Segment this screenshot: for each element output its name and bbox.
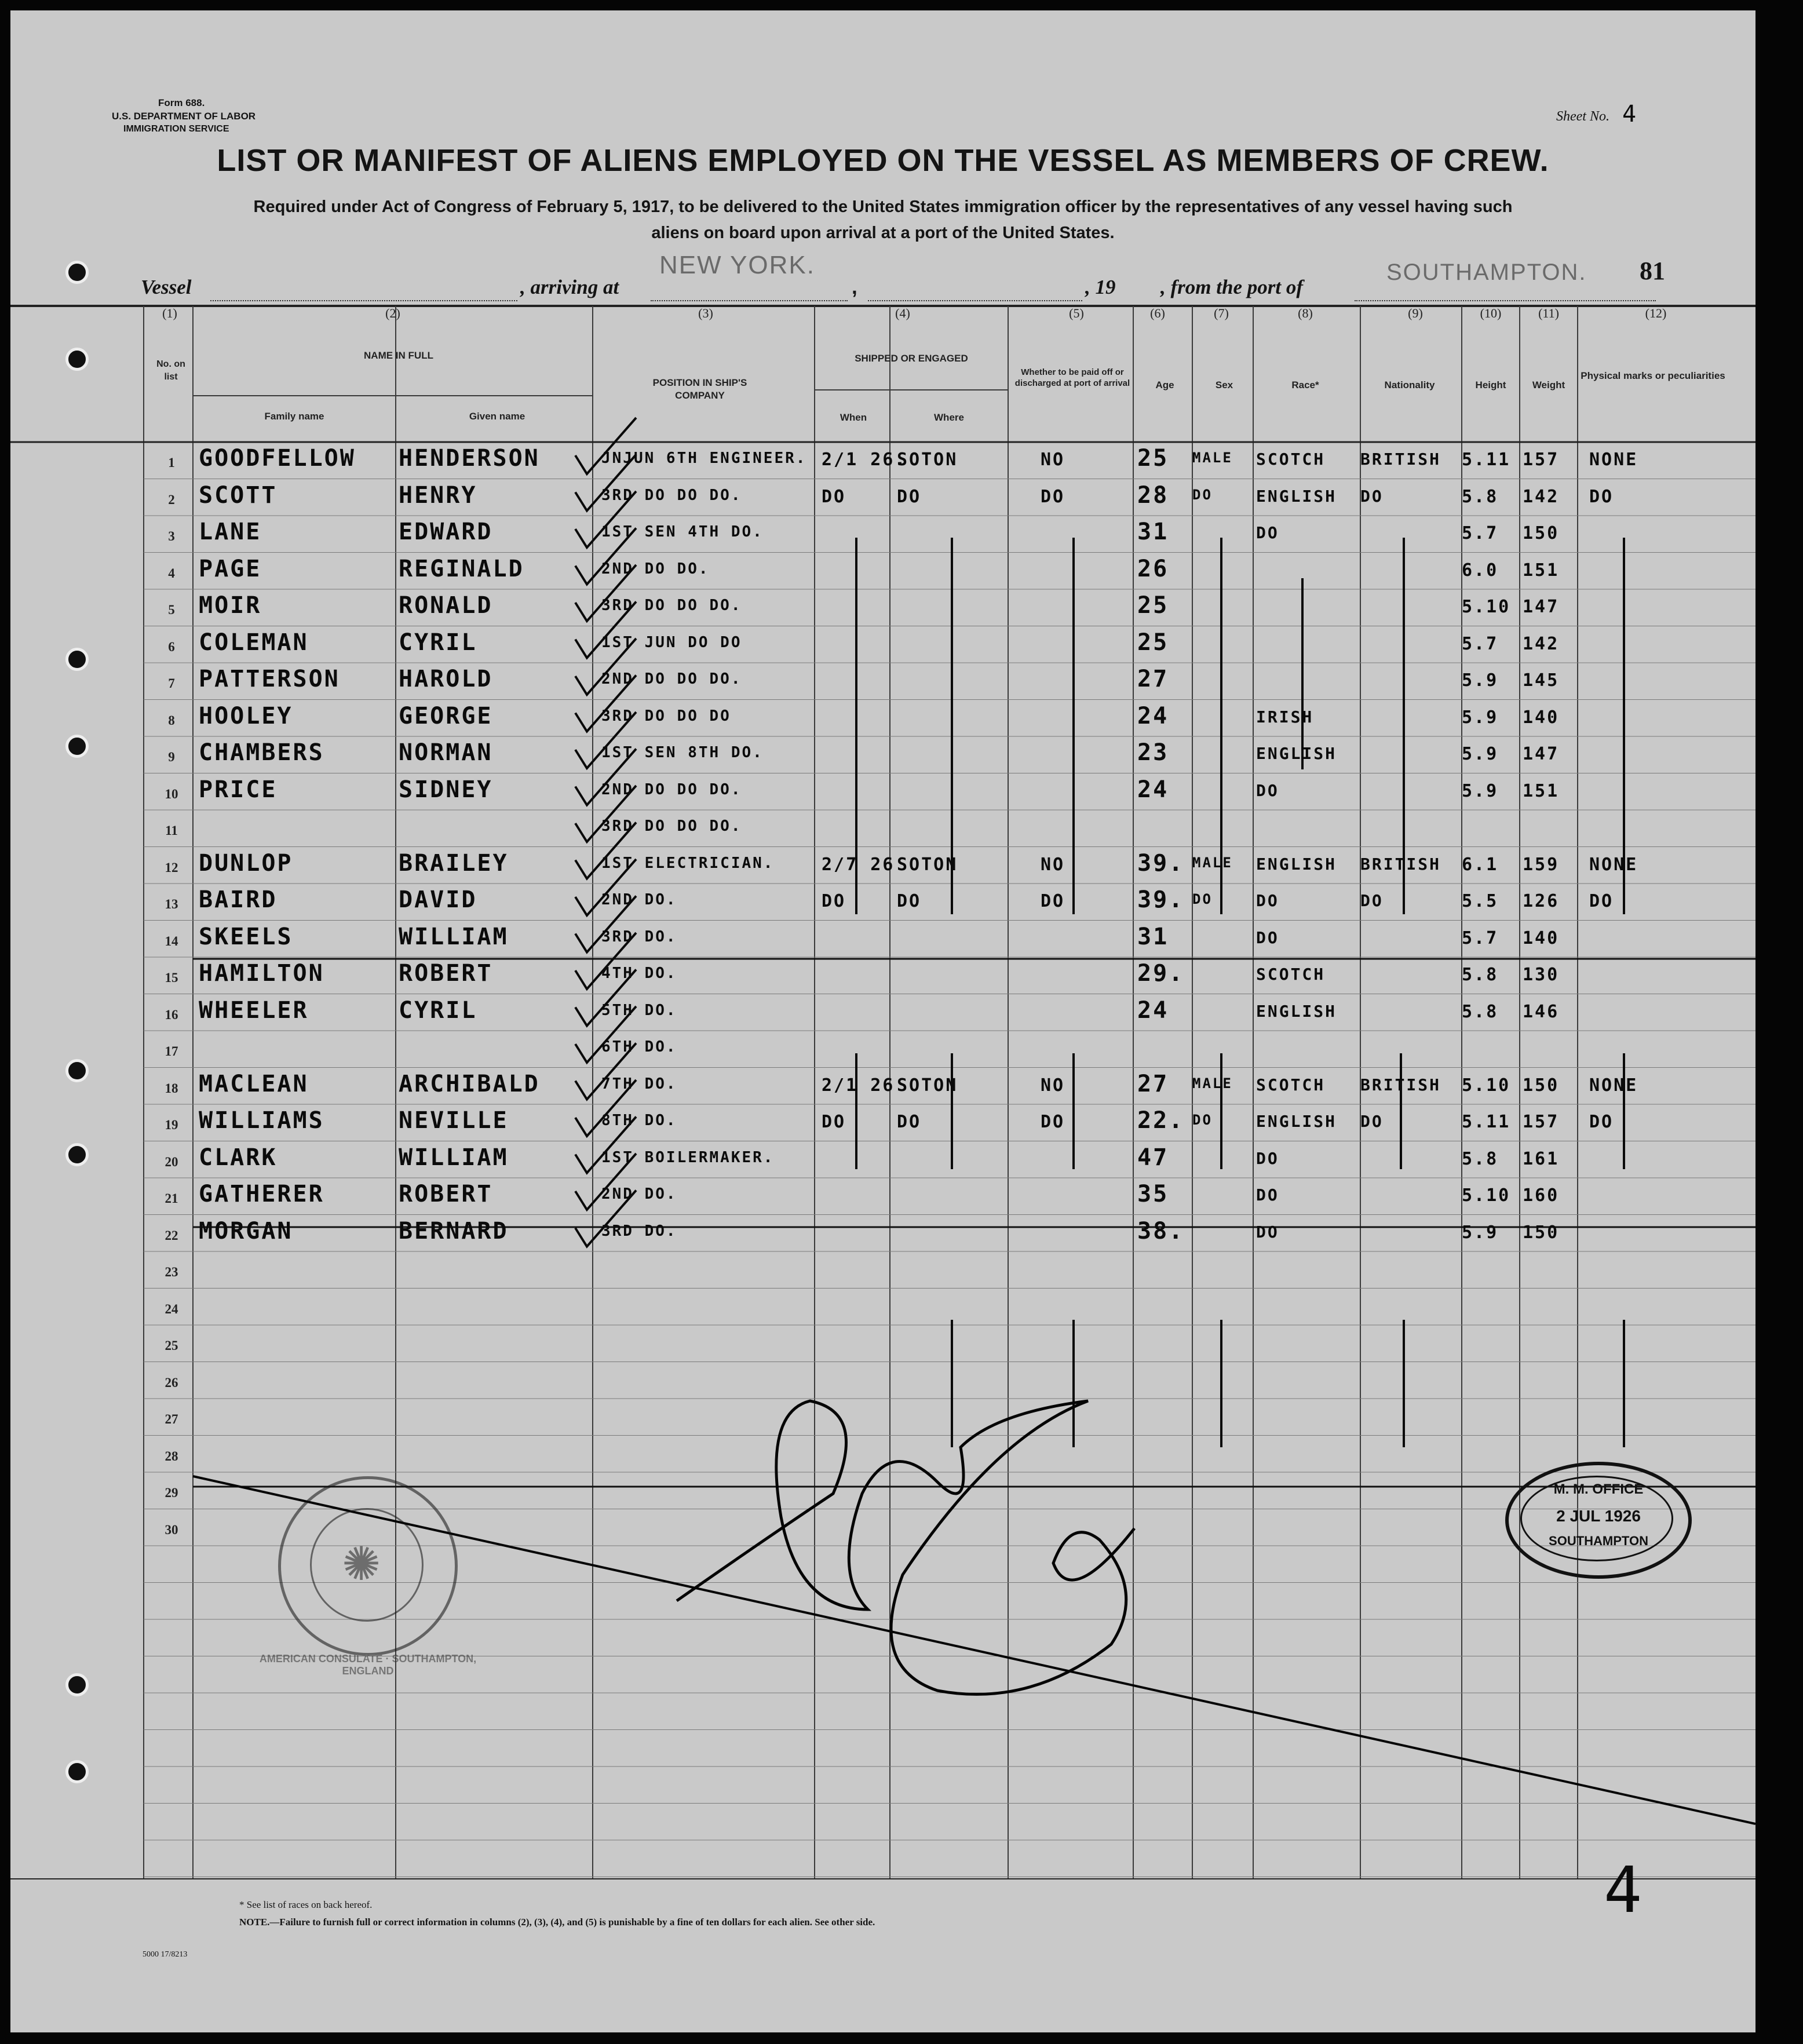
cell-n: 12	[165, 860, 178, 875]
cell-family: PRICE	[199, 776, 278, 803]
cell-given: BRAILEY	[399, 849, 509, 877]
officer-signature	[677, 1401, 1134, 1694]
page-title: LIST OR MANIFEST OF ALIENS EMPLOYED ON THE VESSEL AS MEMBERS OF CREW.	[217, 143, 1549, 178]
cell-given: CYRIL	[399, 997, 477, 1024]
cell-age: 25	[1137, 592, 1169, 619]
cell-weight: 160	[1523, 1185, 1560, 1206]
cell-position: JNJUN 6TH ENGINEER.	[601, 450, 807, 467]
colnum-1: (1)	[162, 306, 177, 320]
cell-weight: 150	[1523, 1222, 1560, 1243]
colnum-8: (8)	[1298, 306, 1313, 320]
cell-n: 2	[168, 492, 175, 507]
year-label: , 19	[1085, 276, 1116, 298]
cell-height: 5.9	[1462, 780, 1499, 801]
page-mark-handwritten: 4	[1604, 1853, 1644, 1927]
cell-weight: 147	[1523, 597, 1560, 617]
cell-height: 5.10	[1462, 597, 1511, 617]
cell-family: CLARK	[199, 1144, 278, 1171]
cell-given: WILLIAM	[399, 923, 509, 950]
colnum-2: (2)	[385, 306, 400, 320]
cell-position: 7TH DO.	[601, 1075, 677, 1093]
cell-family: PATTERSON	[199, 666, 340, 692]
cell-n: 17	[165, 1044, 178, 1058]
cell-marks: DO	[1589, 891, 1614, 911]
subtitle-line-1: Required under Act of Congress of February 5, 1917, to be delivered to the United States immigration officer by the representatives of any vessel having such	[253, 198, 1513, 216]
cell-family: HAMILTON	[199, 960, 324, 987]
cell-family: SKEELS	[199, 923, 293, 950]
col-name-in-full: NAME IN FULL	[364, 350, 433, 361]
cell-sex: DO	[1192, 891, 1213, 907]
colnum-10: (10)	[1480, 306, 1502, 320]
cell-weight: 130	[1523, 965, 1560, 985]
col-weight: Weight	[1532, 379, 1565, 390]
cell-family: PAGE	[199, 555, 262, 582]
cell-sex: DO	[1192, 486, 1213, 503]
print-code: 5000 17/8213	[143, 1950, 188, 1959]
cell-n: 18	[165, 1081, 178, 1096]
cell-weight: 140	[1523, 707, 1560, 728]
cell-position: 4TH DO.	[601, 965, 677, 982]
cell-age: 39.	[1137, 849, 1185, 877]
cell-age: 29.	[1137, 960, 1185, 987]
cell-weight: 150	[1523, 1075, 1560, 1096]
cell-weight: 126	[1523, 891, 1560, 911]
col-age: Age	[1155, 379, 1174, 390]
cell-family: HOOLEY	[199, 702, 293, 729]
col-sex: Sex	[1215, 379, 1233, 390]
cell-when: 2/7 26	[822, 854, 895, 875]
cell-height: 5.7	[1462, 928, 1499, 948]
cell-n: 13	[165, 897, 178, 911]
empty-row-number: 23	[165, 1265, 178, 1279]
department-name: U.S. DEPARTMENT OF LABOR	[112, 111, 256, 122]
col-race: Race*	[1291, 379, 1319, 390]
cell-paid: DO	[1041, 1112, 1065, 1132]
cell-weight: 142	[1523, 633, 1560, 654]
cell-race: DO	[1256, 780, 1279, 800]
cell-paid: DO	[1041, 891, 1065, 911]
cell-position: 2ND DO DO.	[601, 560, 710, 578]
cell-height: 5.8	[1462, 1148, 1499, 1169]
colnum-12: (12)	[1645, 306, 1667, 320]
cell-age: 27	[1137, 666, 1169, 692]
colnum-9: (9)	[1408, 306, 1423, 320]
cell-marks: DO	[1589, 486, 1614, 507]
cell-age: 24	[1137, 702, 1169, 729]
col-nationality: Nationality	[1384, 379, 1435, 390]
cell-family: MOIR	[199, 592, 262, 619]
cell-weight: 140	[1523, 928, 1560, 948]
col-no-on-list: No. on list	[156, 359, 185, 382]
cell-age: 27	[1137, 1070, 1169, 1097]
cell-given: BERNARD	[399, 1217, 509, 1244]
cell-race: DO	[1256, 1148, 1279, 1168]
cell-n: 11	[165, 823, 178, 838]
cell-race: SCOTCH	[1256, 450, 1326, 469]
stamp-port-name: SOUTHAMPTON	[1549, 1534, 1648, 1548]
stamp-date: 2 JUL 1926	[1556, 1507, 1641, 1525]
cell-age: 23	[1137, 739, 1169, 766]
cell-given: HAROLD	[399, 666, 493, 692]
cell-nat: BRITISH	[1360, 1075, 1441, 1094]
cell-where: DO	[897, 891, 922, 911]
cell-race: ENGLISH	[1256, 1112, 1337, 1131]
cell-position: 2ND DO.	[601, 1185, 677, 1203]
cell-when: DO	[822, 1112, 846, 1132]
cell-age: 22.	[1137, 1107, 1185, 1134]
cell-given: CYRIL	[399, 629, 477, 656]
consulate-seal	[259, 1476, 477, 1677]
col-family-name: Family name	[264, 411, 324, 422]
col-height: Height	[1475, 379, 1506, 390]
cell-n: 9	[168, 750, 175, 764]
cell-weight: 157	[1523, 450, 1560, 470]
cell-position: 3RD DO DO DO.	[601, 597, 742, 614]
vessel-label: Vessel	[141, 276, 192, 298]
cell-given: GEORGE	[399, 702, 493, 729]
cell-given: HENDERSON	[399, 445, 540, 472]
cell-given: HENRY	[399, 481, 477, 509]
cell-sex: MALE	[1192, 1075, 1233, 1092]
cell-race: ENGLISH	[1256, 744, 1337, 763]
cell-height: 5.10	[1462, 1185, 1511, 1206]
cell-height: 5.11	[1462, 450, 1511, 470]
cell-position: 6TH DO.	[601, 1038, 677, 1056]
cell-given: DAVID	[399, 886, 477, 913]
cell-paid: NO	[1041, 854, 1065, 875]
cell-age: 26	[1137, 555, 1169, 582]
cell-n: 21	[165, 1191, 178, 1206]
cell-where: DO	[897, 1112, 922, 1132]
colnum-5: (5)	[1069, 306, 1084, 320]
cell-weight: 142	[1523, 486, 1560, 507]
cell-when: DO	[822, 891, 846, 911]
empty-row-number: 25	[165, 1338, 178, 1353]
cell-position: 2ND DO DO DO.	[601, 780, 742, 798]
cell-where: SOTON	[897, 450, 958, 470]
cell-age: 35	[1137, 1181, 1169, 1207]
colnum-3: (3)	[698, 306, 713, 320]
empty-row-number: 24	[165, 1301, 178, 1316]
cell-where: SOTON	[897, 1075, 958, 1096]
colnum-7: (7)	[1214, 306, 1229, 320]
cell-marks: DO	[1589, 1112, 1614, 1132]
col-paid-off: Whether to be paid off or discharged at port of arrival	[1014, 367, 1130, 388]
service-name: IMMIGRATION SERVICE	[123, 124, 229, 134]
cell-race: ENGLISH	[1256, 854, 1337, 874]
cell-position: 1ST SEN 8TH DO.	[601, 744, 764, 761]
cell-position: 8TH DO.	[601, 1112, 677, 1129]
cell-race: DO	[1256, 1222, 1279, 1242]
cell-height: 5.11	[1462, 1112, 1511, 1132]
office-date-stamp	[1505, 1462, 1692, 1579]
cell-family: DUNLOP	[199, 849, 293, 877]
cell-n: 6	[168, 639, 175, 654]
cell-family: WHEELER	[199, 997, 309, 1024]
cell-race: ENGLISH	[1256, 1001, 1337, 1021]
cell-given: SIDNEY	[399, 776, 493, 803]
sheet-number: 4	[1622, 101, 1638, 127]
empty-row-number: 26	[165, 1375, 178, 1390]
cell-nat: DO	[1360, 891, 1384, 910]
colnum-6: (6)	[1150, 306, 1165, 320]
col-position: POSITION IN SHIP'S COMPANY	[652, 377, 747, 401]
cell-weight: 161	[1523, 1148, 1560, 1169]
page-number: 81	[1640, 257, 1665, 285]
col-given-name: Given name	[469, 411, 525, 422]
cell-age: 25	[1137, 445, 1169, 472]
cell-nat: BRITISH	[1360, 854, 1441, 874]
cell-n: 16	[165, 1007, 178, 1022]
cell-n: 20	[165, 1154, 178, 1169]
cell-race: SCOTCH	[1256, 1075, 1326, 1094]
cell-age: 38.	[1137, 1217, 1185, 1244]
penalty-note: NOTE.—Failure to furnish full or correct information in columns (2), (3), (4), and (5) is punishable by a fine of ten dollars for each alien. See other side.	[239, 1917, 875, 1928]
cell-given: RONALD	[399, 592, 493, 619]
cell-family: WILLIAMS	[199, 1107, 324, 1134]
cell-position: 3RD DO DO DO.	[601, 486, 742, 504]
cell-paid: NO	[1041, 1075, 1065, 1096]
cell-when: 2/1 26.	[822, 450, 907, 470]
cell-where: SOTON	[897, 854, 958, 875]
cell-height: 5.9	[1462, 1222, 1499, 1243]
cell-given: REGINALD	[399, 555, 524, 582]
cell-sex: MALE	[1192, 450, 1233, 466]
cell-family: MACLEAN	[199, 1070, 309, 1097]
cell-n: 4	[168, 565, 175, 581]
col-when: When	[840, 412, 867, 423]
cell-race: SCOTCH	[1256, 965, 1326, 984]
cell-position: 1ST ELECTRICIAN.	[601, 854, 775, 872]
form-number: Form 688.	[158, 97, 205, 108]
cell-marks: NONE	[1589, 1075, 1638, 1096]
cell-race: DO	[1256, 1185, 1279, 1204]
cell-weight: 151	[1523, 780, 1560, 801]
cell-age: 24	[1137, 997, 1169, 1024]
cell-position: 2ND DO DO DO.	[601, 670, 742, 688]
cell-given: WILLIAM	[399, 1144, 509, 1171]
cell-family: BAIRD	[199, 886, 278, 913]
cell-age: 28	[1137, 481, 1169, 509]
cell-n: 15	[165, 970, 178, 985]
cell-where: DO	[897, 486, 922, 507]
from-port: SOUTHAMPTON.	[1386, 260, 1587, 285]
cell-weight: 145	[1523, 670, 1560, 691]
cell-position: 1ST JUN DO DO	[601, 633, 742, 651]
cell-family: CHAMBERS	[199, 739, 324, 766]
cell-height: 5.9	[1462, 707, 1499, 728]
cell-age: 31	[1137, 519, 1169, 545]
cell-sex: MALE	[1192, 854, 1233, 871]
cell-race: DO	[1256, 928, 1279, 947]
eagle-emblem-icon: ✺	[342, 1537, 381, 1591]
cell-n: 5	[168, 603, 175, 617]
cell-race: DO	[1256, 891, 1279, 910]
comma-mark: ,	[852, 276, 857, 298]
cell-age: 47	[1137, 1144, 1169, 1171]
cell-weight: 150	[1523, 523, 1560, 543]
cell-when: 2/1 26	[822, 1075, 895, 1096]
cell-given: NORMAN	[399, 739, 493, 766]
cell-given: EDWARD	[399, 519, 493, 545]
cell-height: 5.10	[1462, 1075, 1511, 1096]
cell-paid: NO	[1041, 450, 1065, 470]
cell-height: 6.1	[1462, 854, 1499, 875]
cell-position: 2ND DO.	[601, 891, 677, 908]
col-physical-marks: Physical marks or peculiarities	[1581, 370, 1725, 381]
cell-family: GATHERER	[199, 1181, 324, 1207]
cell-race: DO	[1256, 523, 1279, 542]
cell-weight: 146	[1523, 1001, 1560, 1022]
from-port-label: , from the port of	[1160, 276, 1303, 298]
cell-sex: DO	[1192, 1112, 1213, 1128]
consulate-seal-text: AMERICAN CONSULATE · SOUTHAMPTON, ENGLAND	[259, 1653, 477, 1677]
cell-n: 3	[168, 529, 175, 543]
stamp-office-name: M. M. OFFICE	[1553, 1481, 1644, 1497]
empty-row-number: 28	[165, 1448, 178, 1463]
cell-nat: DO	[1360, 1112, 1384, 1131]
cell-family: SCOTT	[199, 481, 278, 509]
cell-position: 3RD DO.	[601, 1222, 677, 1240]
cell-age: 24	[1137, 776, 1169, 803]
cell-family: LANE	[199, 519, 262, 545]
cell-age: 39.	[1137, 886, 1185, 913]
cell-paid: DO	[1041, 486, 1065, 507]
cell-position: 3RD DO DO DO	[601, 707, 731, 725]
cell-family: COLEMAN	[199, 629, 309, 656]
cell-height: 5.7	[1462, 633, 1499, 654]
cell-height: 5.9	[1462, 670, 1499, 691]
cell-position: 5TH DO.	[601, 1001, 677, 1019]
cell-race: ENGLISH	[1256, 486, 1337, 506]
empty-row-number: 30	[165, 1522, 178, 1537]
manifest-sheet	[10, 10, 1755, 2032]
cell-given: ARCHIBALD	[399, 1070, 540, 1097]
cell-position: 1ST SEN 4TH DO.	[601, 523, 764, 541]
cell-height: 5.9	[1462, 744, 1499, 764]
cell-n: 22	[165, 1228, 178, 1243]
cell-position: 3RD DO.	[601, 928, 677, 946]
cell-age: 31	[1137, 923, 1169, 950]
cell-nat: DO	[1360, 486, 1384, 506]
cell-given: NEVILLE	[399, 1107, 509, 1134]
cell-height: 5.8	[1462, 1001, 1499, 1022]
col-where: Where	[934, 412, 964, 423]
cell-n: 19	[165, 1118, 178, 1132]
cell-when: DO	[822, 486, 846, 507]
race-footnote: * See list of races on back hereof.	[239, 1899, 373, 1910]
empty-row-number: 29	[165, 1485, 178, 1500]
arriving-port: NEW YORK.	[659, 251, 816, 279]
colnum-11: (11)	[1538, 306, 1559, 320]
cell-marks: NONE	[1589, 450, 1638, 470]
subtitle-line-2: aliens on board upon arrival at a port of the United States.	[651, 224, 1115, 242]
cell-position: 1ST BOILERMAKER.	[601, 1148, 775, 1166]
cell-weight: 147	[1523, 744, 1560, 764]
col-shipped: SHIPPED OR ENGAGED	[855, 353, 968, 364]
cell-n: 8	[168, 713, 175, 728]
cell-height: 5.8	[1462, 486, 1499, 507]
cell-given: ROBERT	[399, 960, 493, 987]
cell-n: 10	[165, 786, 178, 801]
cell-n: 14	[165, 933, 178, 948]
cell-height: 5.5	[1462, 891, 1499, 911]
sheet-label: Sheet No.	[1556, 109, 1609, 124]
cell-marks: NONE	[1589, 854, 1638, 875]
cell-n: 7	[168, 676, 175, 691]
cell-n: 1	[168, 455, 175, 470]
cell-position: 3RD DO DO DO.	[601, 817, 742, 835]
arriving-label: , arriving at	[520, 276, 619, 298]
cell-family: GOODFELLOW	[199, 445, 356, 472]
cell-nat: BRITISH	[1360, 450, 1441, 469]
cell-weight: 151	[1523, 560, 1560, 581]
empty-row-number: 27	[165, 1412, 178, 1426]
cell-race: IRISH	[1256, 707, 1314, 727]
cell-height: 6.0	[1462, 560, 1499, 581]
cell-weight: 159	[1523, 854, 1560, 875]
cell-family: MORGAN	[199, 1217, 293, 1244]
cell-given: ROBERT	[399, 1181, 493, 1207]
cell-height: 5.7	[1462, 523, 1499, 543]
cell-height: 5.8	[1462, 965, 1499, 985]
cell-weight: 157	[1523, 1112, 1560, 1132]
cell-age: 25	[1137, 629, 1169, 656]
colnum-4: (4)	[895, 306, 910, 320]
